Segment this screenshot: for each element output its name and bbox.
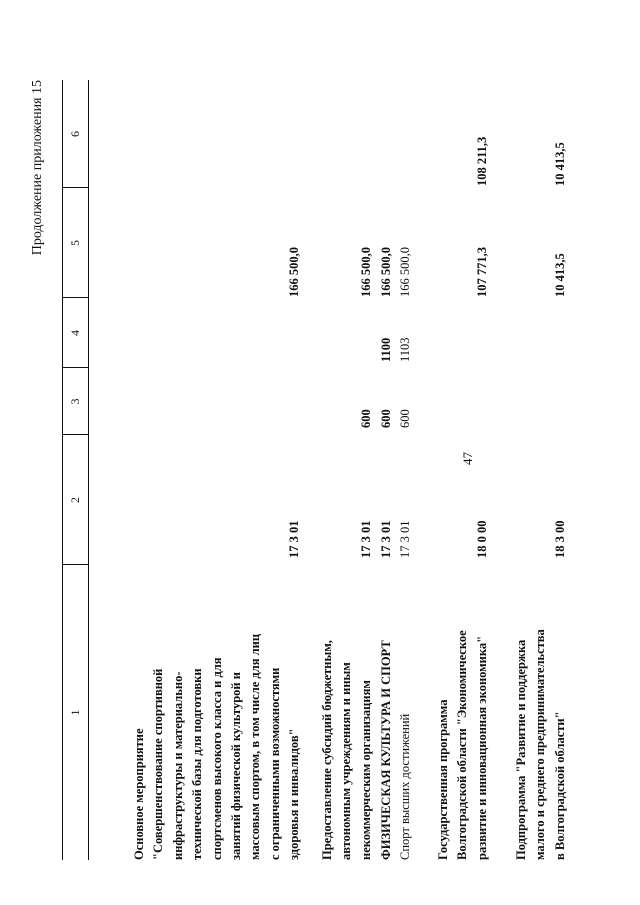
rotated-table-page xyxy=(30,80,582,860)
cell-amount-5: 166 500,0 xyxy=(359,247,373,297)
page-number: 47 xyxy=(460,452,475,465)
column-header-1: 1 xyxy=(68,709,82,716)
row-text-line: Спорт высших достижений xyxy=(398,713,412,860)
column-header-4: 4 xyxy=(68,330,82,336)
row-description xyxy=(377,568,396,860)
row-text-line: "Совершенствование спортивной xyxy=(151,668,166,860)
cell-amount-5: 166 500,0 xyxy=(398,247,412,297)
cell-amount-5: 10 413,5 xyxy=(553,253,567,297)
cell-amount-6: 10 413,5 xyxy=(553,142,567,186)
column-header-2: 2 xyxy=(68,497,82,503)
row-description xyxy=(318,568,376,860)
column-header-5: 5 xyxy=(68,240,82,246)
cell-code: 18 0 00 xyxy=(475,520,489,558)
row-text-line: Государственная программа xyxy=(436,699,450,860)
cell-amount-5: 166 500,0 xyxy=(287,247,301,297)
continuation-label: Продолжение приложения 15 xyxy=(30,80,45,256)
row-text-line: технической базы для подготовки xyxy=(190,668,205,860)
row-text-line: спортсменов высокого класса и для xyxy=(209,657,224,860)
table-header xyxy=(62,80,89,860)
row-text-line: Предоставление субсидий бюджетным, xyxy=(320,640,334,860)
row-text-line: Основное мероприятие xyxy=(132,728,146,860)
row-text-line: занятий физической культурой и xyxy=(229,672,244,860)
cell-section: 1103 xyxy=(398,337,412,362)
cell-amount-6: 108 211,3 xyxy=(475,136,489,186)
row-description xyxy=(512,568,570,860)
row-text-line: массовым спортом, в том числе для лиц xyxy=(248,633,263,860)
cell-amount-5: 107 771,3 xyxy=(475,247,489,297)
row-text-line: с ограниченными возможностями xyxy=(267,667,282,860)
cell-code: 17 3 01 xyxy=(379,520,393,558)
row-text-line: Подпрограмма "Развитие и поддержка xyxy=(514,639,528,860)
row-description xyxy=(130,568,305,860)
row-text-line: Волгоградской области "Экономическое xyxy=(455,630,470,860)
row-text-line: в Волгоградской области" xyxy=(552,711,567,860)
cell-code: 17 3 01 xyxy=(398,520,412,558)
cell-section: 1100 xyxy=(379,337,393,362)
row-description xyxy=(396,568,415,860)
column-header-3: 3 xyxy=(68,398,82,405)
row-text-line: развитие и инновационная экономика" xyxy=(474,635,489,860)
cell-type: 600 xyxy=(359,409,373,428)
cell-code: 17 3 01 xyxy=(287,520,301,558)
cell-type: 600 xyxy=(379,409,393,428)
column-header-6: 6 xyxy=(68,131,82,137)
row-text-line: некоммерческим организациям xyxy=(358,680,373,860)
row-text-line: здоровья и инвалидов" xyxy=(287,728,302,860)
cell-code: 17 3 01 xyxy=(359,520,373,558)
cell-type: 600 xyxy=(398,409,412,428)
row-text-line: ФИЗИЧЕСКАЯ КУЛЬТУРА И СПОРТ xyxy=(379,640,393,860)
cell-amount-5: 166 500,0 xyxy=(379,247,393,297)
cell-code: 18 3 00 xyxy=(553,520,567,558)
row-text-line: автономным учреждениям и иным xyxy=(339,662,354,860)
row-text-line: малого и среднего предпринимательства xyxy=(533,629,548,860)
row-description xyxy=(434,568,492,860)
row-text-line: инфраструктуры и материально- xyxy=(170,671,185,860)
